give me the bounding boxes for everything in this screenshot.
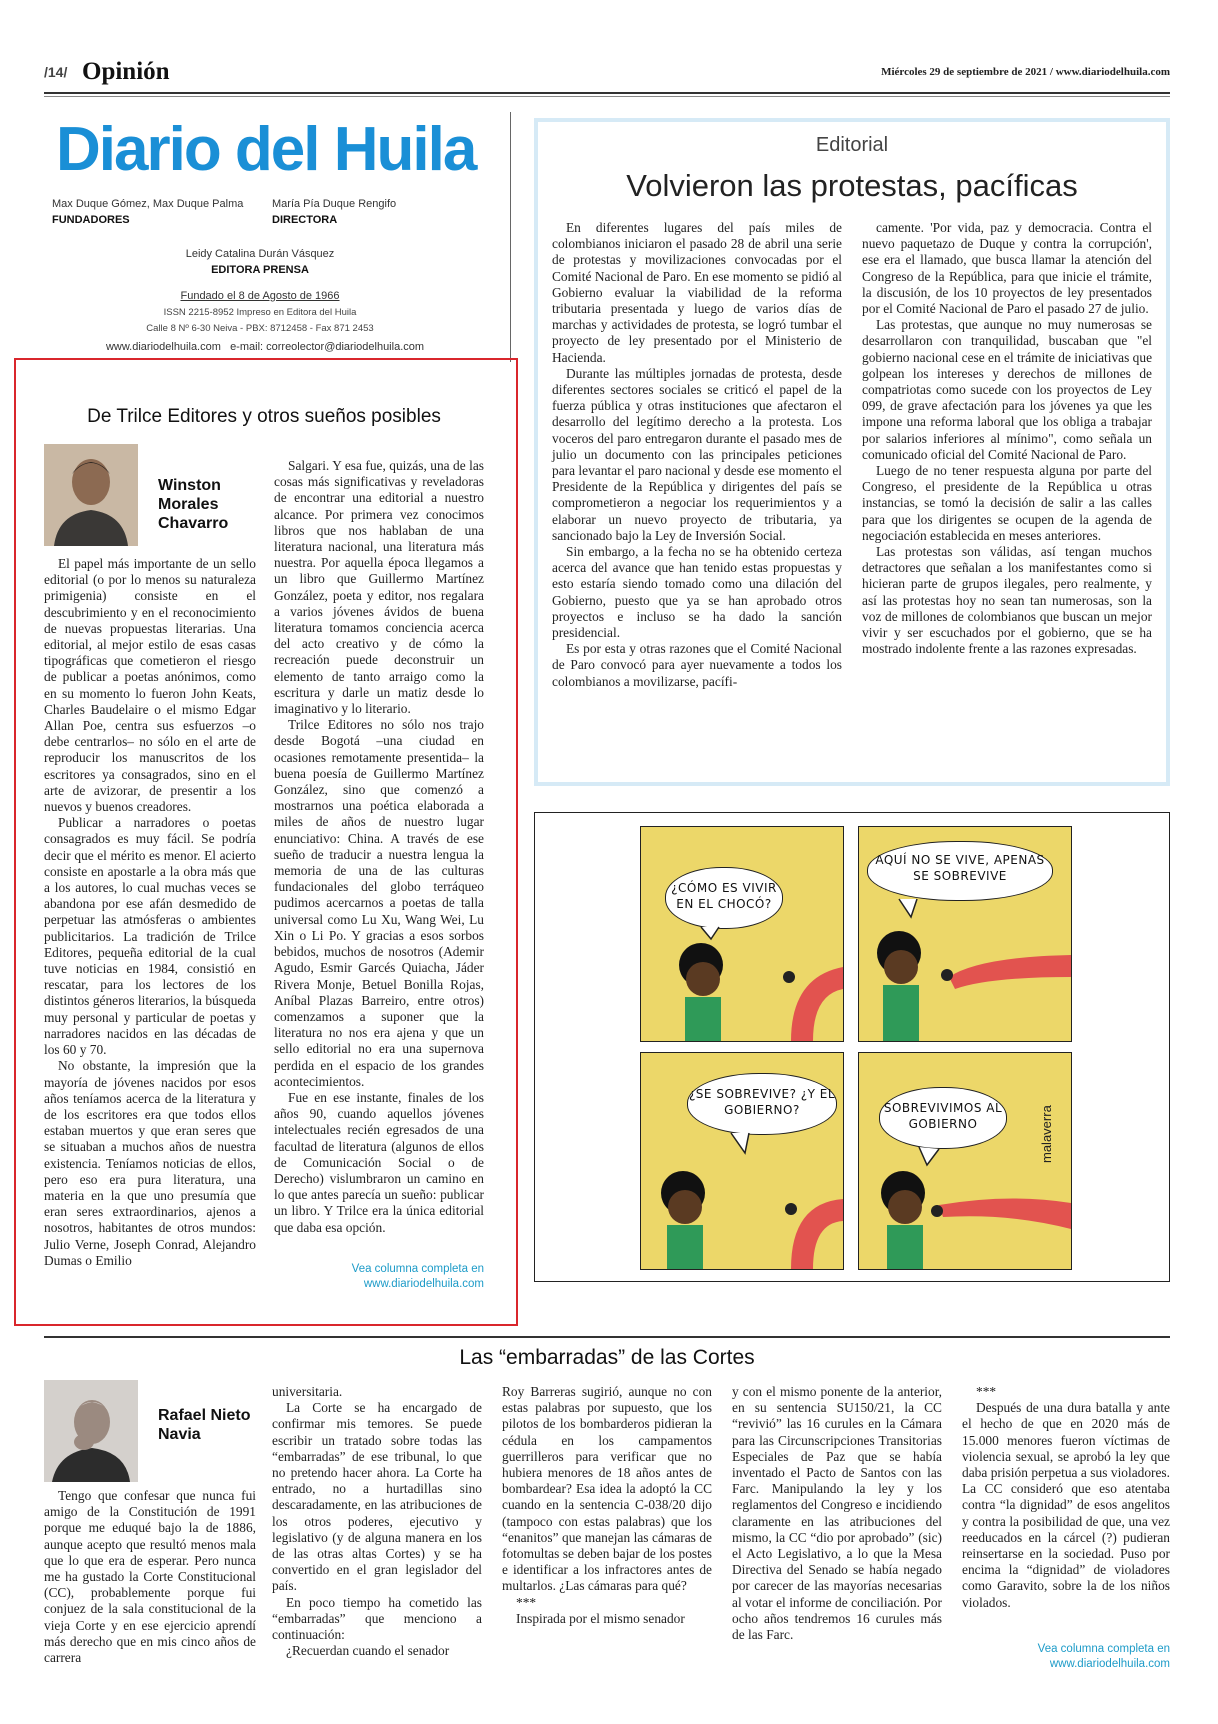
editorial-title: Volvieron las protestas, pacíficas [626, 168, 1078, 203]
cartoon-panel-3 [640, 1052, 844, 1270]
speech-bubble: ¿SE SOBREVIVE? ¿Y EL GOBIERNO? [687, 1073, 837, 1135]
more-link-url[interactable]: www.diariodelhuila.com [1049, 1658, 1170, 1670]
director-label: DIRECTORA [272, 214, 338, 226]
paragraph: El papel más importante de un sello editorial (o por lo menos su naturaleza primigenia) consiste en el descubrimiento y en el reconocimiento de nuevas propuestas literarias. Una editorial, al mejor estilo de esas casas tipográficas que cometieron el riesgo de publicar a poetas anónimos, como en su momento lo fueron John Keats, Charles Baudelaire o el mismo Edgar Allan Poe, centra sus esfuerzos –o debe centrarlos– no sólo en el arte de reproducir los manuscritos de los escritores ya consagrados, sino en el arte de avizorar, de presentir a los nuevos y buenos creadores. [44, 556, 256, 815]
paragraph: camente. 'Por vida, paz y democracia. Contra el nuevo paquetazo de Duque y contra la corrupción', ese era el llamado, que busca llamar la atención del Congreso de la República, para que inicie el trámite, la discusión, de los 10 proyectos de ley presentados por el Comité Nacional de Paro el pasado 27 de julio. [862, 220, 1152, 317]
paragraph: Luego de no tener respuesta alguna por parte del Congreso, el presidente de la República u otras instancias, se tomó la decisión de salir a las calles para que los dirigentes se ocupen de la agenda de negociación establecida en meses anteriores. [862, 463, 1152, 543]
founders-label: FUNDADORES [52, 214, 130, 226]
cartoonist-signature: malaverra [1039, 1105, 1054, 1163]
header-rule-thin [44, 96, 1170, 97]
speech-bubble: ¿CÓMO ES VIVIR EN EL CHOCÓ? [665, 867, 783, 929]
author-name: Rafael Nieto Navia [158, 1407, 251, 1443]
column2-col-2 [272, 1384, 482, 1659]
more-link[interactable] [274, 1262, 484, 1292]
more-link-url[interactable]: www.diariodelhuila.com [363, 1278, 484, 1290]
paragraph: Fue en ese instante, finales de los años 90, cuando aquellos jóvenes intelectuales recién egresados de una facultad de literatura (algunos de ellos de Comunicación Social o de Derecho) vislumbraron un camino en lo que antes parecía un sueño: publicar un libro. Y Trilce era la única editorial que daba esa opción. [274, 1089, 484, 1235]
author-photo [44, 444, 138, 546]
section-title: Opinión [82, 58, 170, 85]
author-name: Winston Morales Chavarro [158, 477, 229, 532]
column-title: De Trilce Editores y otros sueños posibles [87, 406, 441, 427]
date-site: Miércoles 29 de septiembre de 2021 / www.diariodelhuila.com [881, 66, 1170, 78]
newspaper-logo: Diario del Huila [56, 115, 476, 184]
paragraph: Sin embargo, a la fecha no se ha obtenido certeza acerca del avance que han tenido estas propuestas y esto estaría siendo tomado como una dilación del Gobierno, puesto que ya se han aprobado otros proyectos e incluso se ha dado la sanción presidencial. [552, 544, 842, 641]
paragraph: En diferentes lugares del país miles de colombianos iniciaron el pasado 28 de abril una serie de protestas y movilizaciones convocadas por el Comité Nacional de Paro. En ese momento se pidió al Gobierno evaluar la viabilidad de la reforma tributaria presentada y luego de varios días de marchas y actividades de protesta, se logró tumbar el proyecto de ley presentado por el Ministerio de Hacienda. [552, 220, 842, 365]
separator: *** [976, 1384, 997, 1399]
founded-date: Fundado el 8 de Agosto de 1966 [180, 290, 340, 302]
more-link-label: Vea columna completa en [1037, 1643, 1170, 1655]
paragraph: Salgari. Y esa fue, quizás, una de las cosas más significativas y reveladoras de encontrar una editorial a nuestro alcance. Por primera vez conocimos libros que nos hablaban de una literatura nacional, una literatura más nuestra. Por aquella época llegamos a un libro que Guillermo Martínez González, poeta y editor, nos regalara a varios jóvenes ávidos de buena literatura tomamos conciencia acerca del acto creativo y de cómo la recreación puede deconstruir un elemento de tanto arraigo como la escritura y darle un matiz desde lo imaginativo y lo literario. [274, 458, 484, 717]
paragraph: Inspirada por el mismo senador [516, 1610, 685, 1626]
column2-col-3 [502, 1384, 712, 1627]
column-title: Las “embarradas” de las Cortes [459, 1346, 755, 1369]
paragraph: Las protestas son válidas, así tengan muchos detractores que señalan a los manifestantes como si hicieran parte de grupos ilegales, pero realmente, y así las protestas hoy no sean tan numerosas, son la voz de millones de colombianos que buscan un mejor vivir y ser escuchados por el gobierno, que se ha mostrado indolente frente a las razones expresadas. [862, 544, 1152, 657]
editor-label: EDITORA PRENSA [211, 264, 309, 276]
paragraph: No obstante, la impresión que la mayoría de jóvenes nacidos por esos años teníamos acerca de la literatura y de los escritores era que todos ellos estaban muertos y que eran seres que se situaban a muchos años de nuestra existencia. Teníamos noticias de ellos, pero eso era pura literatura, una materia en la que uno presumía que eran seres extraordinarios, ajenos a nosotros, habitantes de otros mundos: Julio Verne, Joseph Conrad, Alejandro Dumas o Emilio [44, 1058, 256, 1268]
paragraph: Durante las múltiples jornadas de protesta, desde diferentes sectores sociales se criticó el papel de la fuerza pública y otras instituciones que afectaron el desarrollo del legítimo derecho a la protesta. Los voceros del paro entregaron durante el pasado mes de julio un documento con las principales peticiones para levantar el paro nacional y desde ese momento el Presidente de la República y dirigentes del país se comprometieron a negociar los requerimientos y a elaborar un nuevo proyecto de tributaria, ya sancionado bajo la Ley de Inversión Social. [552, 365, 842, 543]
cartoon-frame [534, 812, 1170, 1282]
masthead-divider [510, 112, 511, 362]
column1-col-2 [274, 458, 484, 1236]
founders-names: Max Duque Gómez, Max Duque Palma [52, 198, 244, 210]
paragraph: ¿Recuerdan cuando el senador [286, 1643, 450, 1659]
editorial-kicker: Editorial [815, 134, 889, 156]
paragraph: La Corte se ha encargado de confirmar mis temores. Se puede escribir un tratado sobre todas las “embarradas” de ese tribunal, lo que no pretendo hacer ahora. La Corte ha entrado, no a hurtadillas sino descaradamente, en las atribuciones de los otros poderes, ejecutivo y legislativo (y de alguna manera en los de las otras altas Cortes) y se ha convertido en el gran legislador del país. [272, 1400, 482, 1594]
column2-col-4 [732, 1384, 942, 1643]
paragraph: Trilce Editores no sólo nos trajo desde Bogotá –una ciudad en ocasiones remotamente presentida– la buena poesía de Guillermo Martínez González, sino que comenzó a mostrarnos una poética elaborada a miles de años de nuestro lugar enunciativo: China. A través de ese sueño de traducir a nuestra lengua la memoria de una de las culturas fundacionales del globo terráqueo pudimos acercarnos a poetas de talla universal como Lu Xu, Wang Wei, Lu Xin o Li Po. Y gracias a esos sorbos bebidos, muchos de nosotros (Ademir Agudo, Esmir Garcés Quiacha, Jáder Rivera Monje, Betuel Bonilla Rojas, Aníbal Plazas Barreiro, entre otros) comenzamos a suponer que la literatura no nos era ajena y que un sello editorial no era una supernova perdida en el espacio de los grandes acontecimientos. [274, 717, 484, 1089]
paragraph: Publicar a narradores o poetas consagrados es muy fácil. Se podría decir que el mérito es menor. El acierto consiste en apostarle a la obra más que a los autores, lo cual muchas veces se abandona por ese afán desmedido de perpetuar las atmósferas o ambientes publicitarios. La tradición de Trilce Editores, pequeña editorial de la cual tuve noticias en 1984, consistió en rescatar, para los lectores de los distintos géneros literarios, la búsqueda muy personal y particular de poetas y narradores nacidos en las décadas de los 60 y 70. [44, 815, 256, 1058]
paragraph: Después de una dura batalla y ante el hecho de que en 2020 más de 15.000 menores fueron víctimas de violencia sexual, se aprobó la ley que daba prisión perpetua a sus violadores. La CC consideró que eso atentaba contra “la dignidad” de esos angelitos y contra la posibilidad de que, una vez reeducados en la cárcel (?) pudieran reinsertarse en la sociedad. Puso por encima la “dignidad” de violadores como Garavito, sobre la de los niños violados. [962, 1400, 1170, 1610]
editor-name: Leidy Catalina Durán Vásquez [185, 248, 335, 260]
page-number: /14/ [44, 64, 68, 80]
paragraph: Es por esta y otras razones que el Comité Nacional de Paro convocó para ayer nuevamente a todos los colombianos a movilizarse, pacífi- [552, 641, 842, 689]
director-name: María Pía Duque Rengifo [272, 198, 397, 210]
paragraph: Las protestas, que aunque no muy numerosas se desarrollaron con tranquilidad, buscaban que "el gobierno nacional cese en el trámite de iniciativas que golpean los intereses y derechos de millones de compatriotas como sucede con los proyectos de Ley 099, de grave afectación para los jóvenes ya que les impone una reforma laboral que los obliga a trabajar por salarios inferiores al mínimo", como señala un comunicado oficial del Comité Nacional de Paro. [862, 317, 1153, 462]
editorial-col-2 [862, 220, 1152, 657]
cartoon-panel-4 [858, 1052, 1072, 1270]
column2-col-5 [962, 1384, 1170, 1611]
web-email: www.diariodelhuila.com e-mail: correolector@diariodelhuila.com [105, 341, 425, 353]
paragraph: universitaria. [272, 1384, 343, 1399]
editorial-col-1 [552, 220, 842, 690]
section-rule [44, 1336, 1170, 1338]
paragraph: Tengo que confesar que nunca fui amigo de la Constitución de 1991 porque me eduqué bajo la de 1886, aunque acepto que resultó menos mala que lo que era de esperar. Pero nunca me ha gustado la Corte Constitucional (CC), probablemente porque fui conjuez de la sala constitucional de la vieja Corte y en ese ejercicio aprendí más derecho que en mis cinco años de carrera [44, 1488, 256, 1666]
paragraph: Roy Barreras sugirió, aunque no con estas palabras por supuesto, que los pilotos de los bombarderos pidieran la cédula en los campamentos guerrilleros para verificar que no hubiera menores de 18 años antes de bombardear? Esa idea la adoptó la CC cuando en la sentencia C-038/20 dijo (tampoco con estas palabras) que los “enanitos” que manejan las cámaras de fotomultas se deben bajar de los postes e identificar a los infractores antes de multarlos. ¿Las cámaras para qué? [502, 1384, 712, 1594]
speech-bubble: SOBREVIVIMOS AL GOBIERNO [879, 1087, 1007, 1149]
more-link-label: Vea columna completa en [351, 1263, 484, 1275]
more-link[interactable] [962, 1642, 1170, 1672]
header-rule [44, 92, 1170, 94]
cartoon-panel-1 [640, 826, 844, 1042]
column2-col-1 [44, 1488, 256, 1666]
author-photo [44, 1380, 138, 1482]
speech-bubble: AQUÍ NO SE VIVE, APENAS SE SOBREVIVE [867, 841, 1053, 901]
issn: ISSN 2215-8952 Impreso en Editora del Huila [163, 307, 357, 318]
separator: *** [516, 1594, 537, 1610]
paragraph: y con el mismo ponente de la anterior, en su sentencia SU150/21, la CC “revivió” las 16 curules en la Cámara para las Circunscripciones Transitorias Especiales de Paz que se había inventado el Pacto de Santos con las Farc. Manipulando la ley y los reglamentos del Congreso e incidiendo claramente en las atribuciones del mismo, la CC “dio por aprobado” (sic) el Acto Legislativo, a lo que la Mesa Directiva del Senado se había negado por carecer de las mayorías necesarias al votar el informe de conciliación. Por ocho años tendremos 16 curules más de las Farc. [732, 1384, 942, 1643]
column1-col-1 [44, 556, 256, 1269]
cartoon-panel-2 [858, 826, 1072, 1042]
address: Calle 8 Nº 6-30 Neiva - PBX: 8712458 - Fax 871 2453 [146, 323, 374, 334]
paragraph: En poco tiempo ha cometido las “embarradas” que menciono a continuación: [272, 1594, 482, 1643]
